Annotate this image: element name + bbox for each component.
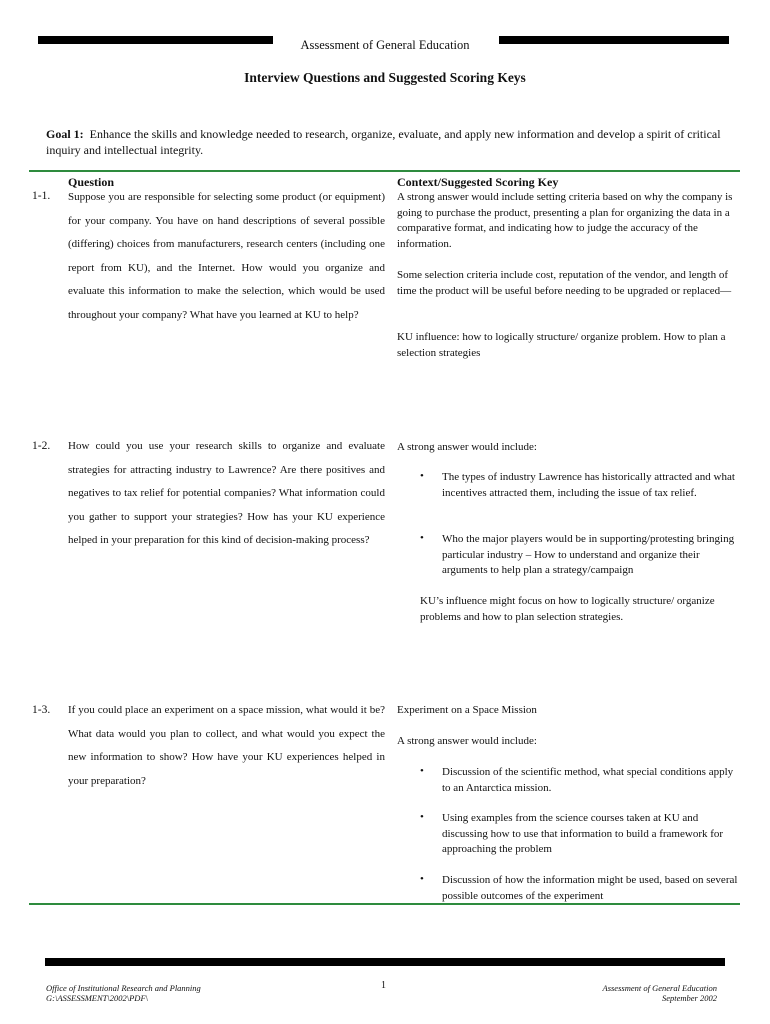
footer-office: [46, 983, 201, 1003]
header-title: Assessment of General Education: [300, 38, 470, 52]
bottom-rule: [29, 903, 740, 905]
key-intro: A strong answer would include:: [397, 735, 537, 747]
key-title: Experiment on a Space Mission: [397, 704, 537, 716]
bullet-glyph: •: [420, 532, 424, 544]
bullet-glyph: •: [420, 765, 424, 777]
footer-file-path: G:\ASSESSMENT\2002\PDF\: [46, 993, 148, 1003]
question-text: If you could place an experiment on a space mission, what would it be? What data would you plan to collect, and what would you expect the new information to show? How have your KU experiences helped in your preparation?: [68, 704, 385, 787]
footer-doc-info: [603, 983, 718, 1003]
key-paragraph: A strong answer would include setting criteria based on why the company is going to purchase the product, presenting a plan for organizing the data in a comparative format, and indicating how to judge the accuracy of the information.: [397, 191, 733, 250]
footer-office-name: Office of Institutional Research and Planning: [46, 983, 201, 993]
footer-doc-title: Assessment of General Education: [602, 983, 717, 993]
column-header-question: Question: [68, 175, 115, 189]
key-bullet: Discussion of the scientific method, what special conditions apply to an Antarctica mission.: [442, 766, 734, 794]
key-bullet: Using examples from the science courses taken at KU and discussing how to use that information to build a framework for approaching the problem: [442, 812, 724, 856]
page-title: Interview Questions and Suggested Scoring Keys: [244, 70, 526, 85]
key-bullet: Who the major players would be in supporting/protesting bringing particular industry – How to understand and organize their arguments to help plan a strategy/campaign: [442, 533, 735, 577]
bullet-glyph: •: [420, 811, 424, 823]
goal-label: Goal 1:: [46, 127, 84, 141]
row-number: 1-1.: [32, 190, 51, 202]
bullet-glyph: •: [420, 873, 424, 885]
question-text: How could you use your research skills to organize and evaluate strategies for attracting industry to Lawrence? Are there positives and negatives to tax relief for potential companies? What information could you gather to support your strategies? How has your KU experience helped in your preparation for this kind of decision-making process?: [68, 440, 385, 546]
row-number: 1-2.: [32, 440, 51, 452]
key-paragraph: Some selection criteria include cost, reputation of the vendor, and length of time the product will be useful before needing to be upgraded or replaced—: [397, 269, 732, 297]
page-number: 1: [381, 980, 386, 991]
footer-bar: [45, 958, 725, 966]
row-number: 1-3.: [32, 704, 51, 716]
bullet-glyph: •: [420, 470, 424, 482]
footer-date: September 2002: [661, 993, 717, 1003]
question-text: Suppose you are responsible for selecting some product (or equipment) for your company. You have on hand descriptions of several possible (differing) choices from manufacturers, research centers (including one report from KU), and the Internet. How would you organize and evaluate this information to make the selection, which would be used throughout your company? What have you learned at KU to help?: [68, 191, 385, 321]
key-intro: A strong answer would include:: [397, 441, 537, 453]
key-bullet: The types of industry Lawrence has historically attracted and what incentives attracted them, including the issue of tax relief.: [442, 471, 735, 499]
goal-statement: [46, 126, 736, 158]
key-outro: KU’s influence might focus on how to logically structure/ organize problems and how to plan selection strategies.: [420, 595, 715, 623]
key-bullet: Discussion of how the information might be used, based on several possible outcomes of the experiment: [442, 874, 738, 902]
key-paragraph: KU influence: how to logically structure/ organize problem. How to plan a selection strategies: [397, 331, 726, 359]
top-rule: [29, 170, 740, 172]
column-header-key: Context/Suggested Scoring Key: [397, 175, 559, 189]
goal-text: Enhance the skills and knowledge needed to research, organize, evaluate, and apply new information and develop a spirit of critical inquiry and intellectual integrity.: [46, 127, 721, 157]
